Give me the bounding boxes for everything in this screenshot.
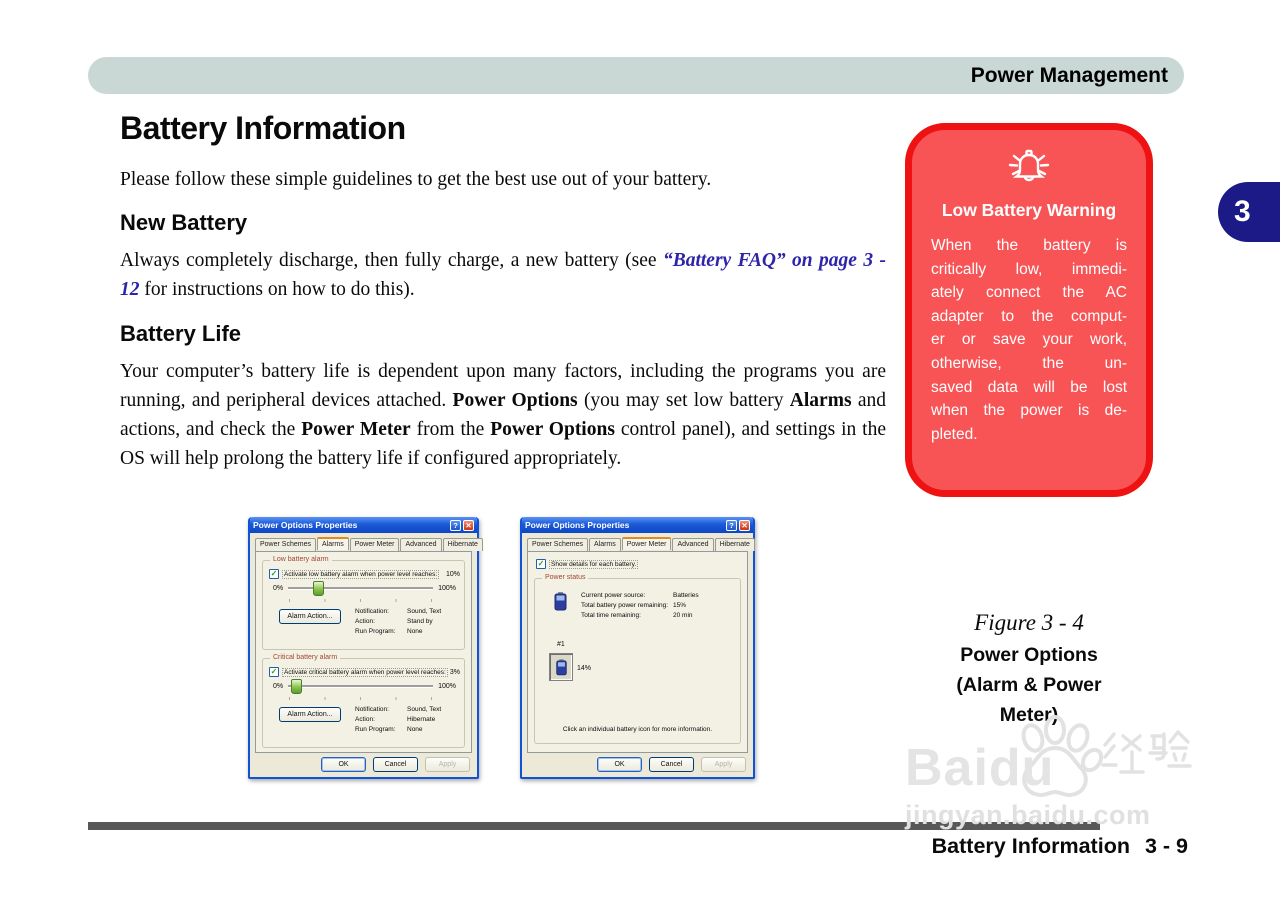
paragraph-text: for instructions on how to do this). <box>139 279 415 300</box>
warning-line: critically low, immedi- <box>931 260 1127 278</box>
group-legend: Critical battery alarm <box>270 654 340 661</box>
alarm-level-value: 10% <box>445 570 460 578</box>
power-options-meter-dialog <box>520 517 755 779</box>
tab-hibernate[interactable]: Hibernate <box>443 538 483 551</box>
warning-line: when the power is de- <box>931 402 1127 420</box>
bold-term: Alarms <box>789 390 852 411</box>
baidu-jingyan-cn-icon <box>1098 726 1194 786</box>
warning-line: When the battery is <box>931 237 1127 254</box>
baidu-watermark-url: jingyan.baidu.com <box>905 800 1151 830</box>
checkbox-checked[interactable]: ✓ <box>270 569 278 578</box>
power-status-info <box>581 591 699 621</box>
info-label: Action: <box>355 716 375 723</box>
slider-min-label: 0% <box>273 585 284 592</box>
battery-icon <box>553 591 568 611</box>
warning-line: saved data will be lost <box>931 378 1127 396</box>
dialog-tabs <box>527 538 748 551</box>
paragraph-text: Your computer’s battery life is dependent upon many factors, including the programs you are running, and peripheral devices attached. <box>120 361 886 411</box>
info-value: 15% <box>673 602 687 609</box>
section-heading-battery-life: Battery Life <box>120 321 242 346</box>
warning-line: otherwise, the un- <box>931 354 1127 372</box>
tab-power-schemes[interactable]: Power Schemes <box>255 538 316 551</box>
low-battery-alarm-group <box>262 556 465 650</box>
dialog-buttons <box>321 757 470 772</box>
alarm-action-button[interactable]: Alarm Action... <box>279 707 341 722</box>
slider-max-label: 100% <box>438 683 456 690</box>
dialog-tabs <box>255 538 478 551</box>
footer-section-label: Battery Information <box>931 834 1130 858</box>
info-label: Run Program: <box>355 726 396 733</box>
show-details-check-row <box>536 559 743 569</box>
battery-info-note: Click an individual battery icon for more information. <box>562 726 713 733</box>
slider-thumb[interactable] <box>291 679 302 694</box>
alarm-settings-info <box>355 705 441 735</box>
paragraph-text: and actions, and check the <box>120 390 887 440</box>
info-value: Hibernate <box>407 716 436 723</box>
low-battery-warning-callout <box>905 123 1153 497</box>
battery-faq-link[interactable]: “Battery FAQ” on page 3 - 12 <box>120 250 886 300</box>
warning-line: adapter to the comput- <box>931 307 1127 325</box>
info-label: Total time remaining: <box>581 612 641 619</box>
info-label: Total battery power remaining: <box>581 602 669 609</box>
warning-body <box>931 234 1127 446</box>
dialog-titlebar[interactable] <box>250 517 477 533</box>
paragraph-text: from the <box>410 419 491 440</box>
ok-button[interactable]: OK <box>321 757 366 772</box>
warning-title: Low Battery Warning <box>941 200 1117 220</box>
tab-advanced[interactable]: Advanced <box>672 538 713 551</box>
warning-line: ately connect the AC <box>931 284 1127 302</box>
dialog-buttons <box>597 757 746 772</box>
info-value: Stand by <box>407 618 433 625</box>
low-alarm-check-row <box>269 569 460 579</box>
info-value: Sound, Text <box>407 706 442 713</box>
new-battery-paragraph <box>120 246 886 304</box>
close-icon[interactable]: ✕ <box>739 520 750 531</box>
alarm-settings-info <box>355 607 441 637</box>
info-value: Sound, Text <box>407 608 442 615</box>
alarm-level-value: 3% <box>449 668 460 676</box>
group-legend: Low battery alarm <box>270 556 332 563</box>
info-label: Action: <box>355 618 375 625</box>
tab-power-schemes[interactable]: Power Schemes <box>527 538 588 551</box>
chapter-title: Power Management <box>970 63 1168 87</box>
tab-advanced[interactable]: Advanced <box>400 538 441 551</box>
alarm-action-button[interactable]: Alarm Action... <box>279 609 341 624</box>
bold-term: Power Options <box>452 390 578 411</box>
help-icon[interactable]: ? <box>450 520 461 531</box>
page-title: Battery Information <box>120 110 406 146</box>
slider-ticks <box>289 697 434 700</box>
slider-min-label: 0% <box>273 683 284 690</box>
alarms-tab-panel <box>255 551 472 753</box>
dialog-title: Power Options Properties <box>253 520 358 530</box>
battery-icon <box>555 658 568 676</box>
battery-detail-button[interactable] <box>549 653 573 681</box>
tab-hibernate[interactable]: Hibernate <box>715 538 755 551</box>
info-value: None <box>407 628 423 635</box>
power-options-alarms-dialog <box>248 517 479 779</box>
tab-power-meter[interactable]: Power Meter <box>350 538 400 551</box>
tab-alarms[interactable]: Alarms <box>317 537 349 550</box>
info-value: 20 min <box>673 612 693 619</box>
battery-percentage: 14% <box>577 665 592 672</box>
apply-button[interactable]: Apply <box>701 757 746 772</box>
tab-power-meter[interactable]: Power Meter <box>622 537 672 550</box>
help-icon[interactable]: ? <box>726 520 737 531</box>
cancel-button[interactable]: Cancel <box>649 757 694 772</box>
figure-title: Power Options (Alarm & Power Meter) <box>956 644 1102 726</box>
paragraph-text: Always completely discharge, then fully charge, a new battery (see <box>120 250 663 271</box>
paragraph-text: (you may set low battery <box>577 390 790 411</box>
checkbox-checked[interactable]: ✓ <box>537 559 545 568</box>
apply-button[interactable]: Apply <box>425 757 470 772</box>
slider-thumb[interactable] <box>313 581 324 596</box>
slider-ticks <box>289 599 434 602</box>
group-legend: Power status <box>542 574 588 581</box>
bold-term: Power Options <box>490 419 615 440</box>
checkbox-label[interactable]: Activate critical battery alarm when power level reaches: <box>284 668 446 676</box>
dialog-title: Power Options Properties <box>525 520 630 530</box>
checkbox-checked[interactable]: ✓ <box>270 667 278 676</box>
page-footer <box>932 834 1188 859</box>
cancel-button[interactable]: Cancel <box>373 757 418 772</box>
low-alarm-slider-row <box>273 585 456 592</box>
info-label: Run Program: <box>355 628 396 635</box>
chapter-number-tab <box>1218 182 1280 242</box>
slider-max-label: 100% <box>438 585 456 592</box>
warning-line: er or save your work, <box>931 331 1127 349</box>
footer-page-number: 3 - 9 <box>1144 834 1188 858</box>
battery-life-paragraph <box>120 357 886 473</box>
checkbox-label[interactable]: Activate low battery alarm when power level reaches: <box>284 570 438 578</box>
figure-number: Figure 3 - 4 <box>974 610 1084 635</box>
tab-alarms[interactable]: Alarms <box>589 538 621 551</box>
checkbox-label[interactable]: Show details for each battery. <box>551 560 637 568</box>
critical-battery-alarm-group <box>262 654 465 748</box>
info-label: Notification: <box>355 706 389 713</box>
warning-line: pleted. <box>931 425 978 443</box>
power-meter-tab-panel <box>527 551 748 753</box>
ok-button[interactable]: OK <box>597 757 642 772</box>
page-header-bar <box>88 57 1184 94</box>
section-heading-new-battery: New Battery <box>120 210 248 235</box>
alarm-bell-icon <box>996 146 1062 190</box>
baidu-watermark-text: Baidu <box>905 739 1055 797</box>
info-label: Current power source: <box>581 592 646 599</box>
intro-paragraph: Please follow these simple guidelines to get the best use out of your battery. <box>120 169 712 190</box>
slider-track[interactable] <box>288 587 433 590</box>
power-status-group <box>534 574 741 744</box>
dialog-titlebar[interactable] <box>522 517 753 533</box>
paragraph-text: control panel), and settings in the OS will help prolong the battery life if configured appropriately. <box>120 419 886 469</box>
close-icon[interactable]: ✕ <box>463 520 474 531</box>
chapter-number: 3 <box>1234 195 1251 228</box>
bold-term: Power Meter <box>301 419 411 440</box>
info-value: Batteries <box>673 592 699 599</box>
critical-alarm-check-row <box>269 667 460 677</box>
slider-track[interactable] <box>288 685 433 688</box>
battery-number-label: #1 <box>557 641 565 648</box>
info-value: None <box>407 726 423 733</box>
info-label: Notification: <box>355 608 389 615</box>
critical-alarm-slider-row <box>273 683 456 690</box>
